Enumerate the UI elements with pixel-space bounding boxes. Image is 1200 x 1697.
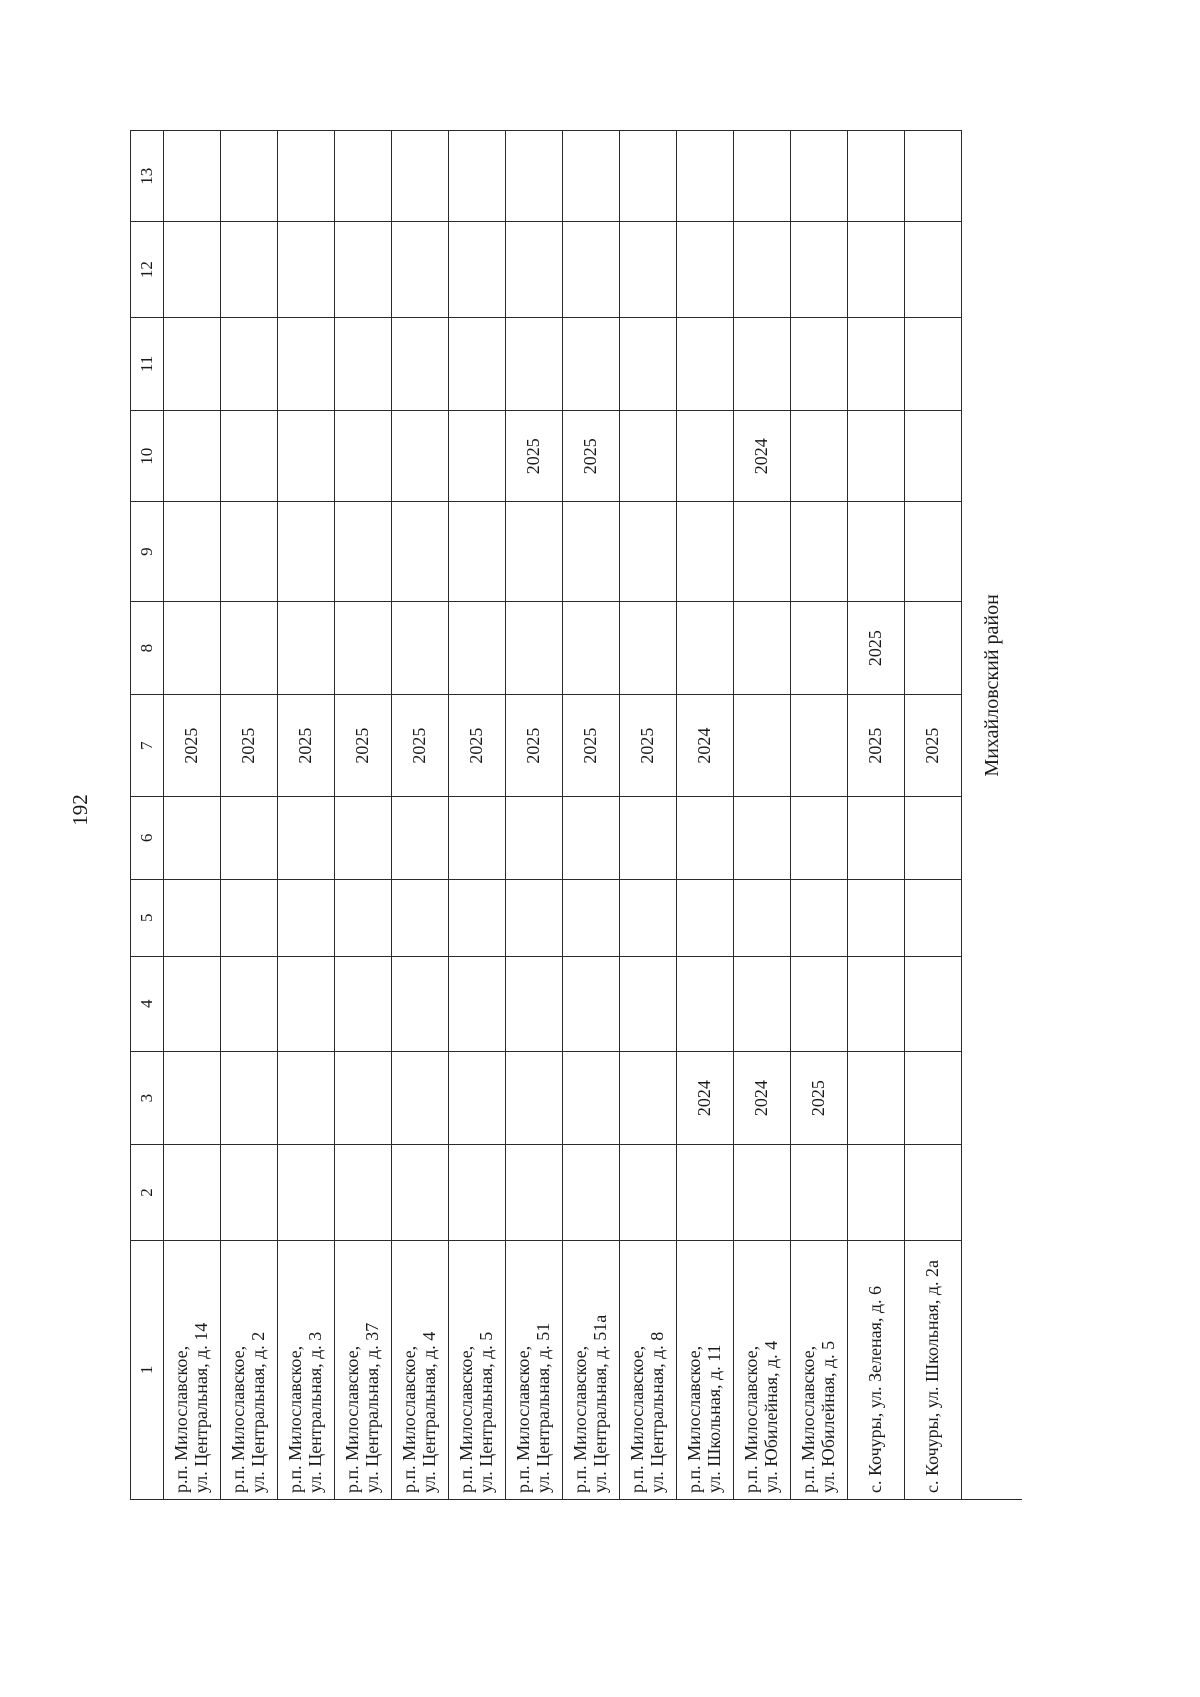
value-cell [791,796,848,879]
value-cell [278,131,335,222]
value-cell [221,1145,278,1240]
value-cell [335,131,392,222]
value-cell [791,956,848,1051]
value-cell [164,879,221,956]
value-cell [905,1145,962,1240]
value-cell [392,317,449,410]
value-cell [278,411,335,502]
value-cell: 2025 [506,695,563,797]
value-cell [164,317,221,410]
value-cell [278,956,335,1051]
address-line: ул. Центральная, д. 51а [590,1314,610,1493]
value-cell: 2025 [620,695,677,797]
address-cell [791,1240,848,1499]
value-cell [563,1145,620,1240]
value-cell [278,502,335,602]
value-cell [734,502,791,602]
value-cell [734,317,791,410]
value-cell [905,411,962,502]
data-table [130,130,1022,1500]
address-line: ул. Центральная, д. 51 [533,1322,553,1493]
value-cell [221,879,278,956]
table-row [563,131,620,1500]
column-header: 13 [131,131,164,222]
value-cell [677,601,734,694]
table-row [392,131,449,1500]
value-cell [392,222,449,317]
value-cell [848,502,905,602]
value-cell [620,411,677,502]
value-cell [563,1052,620,1145]
address-line: ул. Центральная, д. 14 [191,1322,211,1493]
value-cell [734,1145,791,1240]
value-cell: 2025 [392,695,449,797]
value-cell [791,1145,848,1240]
value-cell [164,502,221,602]
value-cell: 2025 [164,695,221,797]
address-cell [506,1240,563,1499]
value-cell [620,796,677,879]
table-row [449,131,506,1500]
column-header: 2 [131,1145,164,1240]
address-cell [734,1240,791,1499]
value-cell [905,222,962,317]
value-cell [848,131,905,222]
value-cell: 2025 [848,601,905,694]
value-cell: 2025 [791,1052,848,1145]
value-cell [164,956,221,1051]
value-cell [734,131,791,222]
value-cell [734,796,791,879]
value-cell [164,601,221,694]
value-cell [620,956,677,1051]
value-cell [734,879,791,956]
value-cell [791,411,848,502]
address-cell [677,1240,734,1499]
value-cell [221,502,278,602]
address-line: р.п. Милославское, [342,1345,363,1493]
address-cell [221,1240,278,1499]
value-cell [563,317,620,410]
value-cell [905,796,962,879]
address-cell [392,1240,449,1499]
value-cell [734,222,791,317]
address-line: р.п. Милославское, [513,1345,534,1493]
value-cell [221,317,278,410]
value-cell [734,956,791,1051]
value-cell [620,879,677,956]
value-cell [677,796,734,879]
value-cell [278,317,335,410]
column-header: 10 [131,411,164,502]
value-cell [506,1145,563,1240]
address-cell [848,1240,905,1499]
value-cell [278,222,335,317]
address-line: р.п. Милославское, [228,1345,249,1493]
value-cell [449,879,506,956]
region-title: Михайловский район [962,131,1023,1241]
value-cell [677,956,734,1051]
value-cell [449,601,506,694]
value-cell [449,1145,506,1240]
address-cell [164,1240,221,1499]
value-cell [506,956,563,1051]
value-cell: 2024 [734,411,791,502]
column-header: 6 [131,796,164,879]
address-cell [620,1240,677,1499]
value-cell: 2024 [734,1052,791,1145]
address-line: р.п. Милославское, [570,1345,591,1493]
address-line: ул. Юбилейная, д. 5 [818,1340,838,1493]
value-cell [848,796,905,879]
address-line: р.п. Милославское, [741,1345,762,1493]
address-cell [335,1240,392,1499]
region-row [962,131,1023,1500]
value-cell [620,222,677,317]
column-header: 7 [131,695,164,797]
value-cell [563,879,620,956]
value-cell: 2024 [677,1052,734,1145]
value-cell: 2025 [221,695,278,797]
value-cell [335,317,392,410]
value-cell [221,956,278,1051]
value-cell [221,222,278,317]
value-cell [221,131,278,222]
column-header: 8 [131,601,164,694]
value-cell [848,411,905,502]
value-cell [791,131,848,222]
table-row [620,131,677,1500]
value-cell: 2025 [848,695,905,797]
value-cell [563,222,620,317]
table-row [677,131,734,1500]
value-cell [449,502,506,602]
value-cell [449,1052,506,1145]
address-line: ул. Центральная, д. 2 [248,1331,268,1493]
value-cell [791,601,848,694]
value-cell [677,222,734,317]
address-line: ул. Юбилейная, д. 4 [761,1340,781,1493]
value-cell [791,222,848,317]
value-cell [278,1052,335,1145]
address-cell [449,1240,506,1499]
page-number: 192 [68,794,92,826]
address-line: р.п. Милославское, [456,1345,477,1493]
value-cell [677,1145,734,1240]
value-cell [848,222,905,317]
value-cell [164,411,221,502]
value-cell [335,1052,392,1145]
value-cell [392,131,449,222]
value-cell [392,502,449,602]
column-header: 9 [131,502,164,602]
value-cell [620,1145,677,1240]
value-cell [848,1145,905,1240]
value-cell [563,956,620,1051]
table-row [335,131,392,1500]
value-cell: 2025 [563,411,620,502]
value-cell [449,956,506,1051]
address-line: ул. Центральная, д. 37 [362,1322,382,1493]
table-row [221,131,278,1500]
value-cell [848,879,905,956]
value-cell [449,317,506,410]
value-cell [335,502,392,602]
value-cell [164,131,221,222]
value-cell [677,131,734,222]
value-cell [734,601,791,694]
table-row [278,131,335,1500]
value-cell [506,879,563,956]
value-cell [221,411,278,502]
value-cell [620,502,677,602]
address-line: ул. Центральная, д. 8 [647,1331,667,1493]
value-cell [392,879,449,956]
value-cell: 2025 [506,411,563,502]
rotated-page-content [60,100,1110,1520]
value-cell [164,1145,221,1240]
value-cell [506,796,563,879]
column-header: 5 [131,879,164,956]
value-cell [563,601,620,694]
value-cell [335,411,392,502]
table-body [164,131,962,1500]
address-cell [563,1240,620,1499]
address-cell [905,1240,962,1499]
value-cell [905,601,962,694]
table-row [734,131,791,1500]
value-cell [506,502,563,602]
value-cell [677,411,734,502]
table-row [164,131,221,1500]
address-line: с. Кочуры, ул. Школьная, д. 2а [922,1260,943,1493]
value-cell [563,131,620,222]
value-cell [392,796,449,879]
value-cell [278,601,335,694]
value-cell [506,131,563,222]
address-line: ул. Школьная, д. 11 [704,1344,724,1493]
value-cell [620,1052,677,1145]
value-cell [905,1052,962,1145]
value-cell [449,796,506,879]
value-cell [221,796,278,879]
value-cell [164,796,221,879]
table-row [848,131,905,1500]
value-cell [392,1145,449,1240]
value-cell: 2024 [677,695,734,797]
column-header: 4 [131,956,164,1051]
value-cell [449,222,506,317]
value-cell [905,956,962,1051]
value-cell [791,317,848,410]
value-cell: 2025 [563,695,620,797]
value-cell [791,695,848,797]
address-line: ул. Центральная, д. 4 [419,1331,439,1493]
value-cell [905,317,962,410]
value-cell [905,502,962,602]
value-cell [677,502,734,602]
value-cell [734,695,791,797]
value-cell [677,317,734,410]
value-cell [563,796,620,879]
value-cell [506,317,563,410]
value-cell [278,879,335,956]
value-cell [620,131,677,222]
address-line: р.п. Милославское, [684,1345,705,1493]
value-cell: 2025 [335,695,392,797]
value-cell [335,601,392,694]
value-cell [164,222,221,317]
value-cell [905,131,962,222]
value-cell [506,1052,563,1145]
value-cell [335,879,392,956]
region-spacer [962,1240,1023,1499]
value-cell [677,879,734,956]
value-cell [620,317,677,410]
value-cell [791,502,848,602]
address-line: с. Кочуры, ул. Зеленая, д. 6 [865,1285,886,1493]
value-cell [449,411,506,502]
column-header: 12 [131,222,164,317]
address-cell [278,1240,335,1499]
column-header: 1 [131,1240,164,1499]
value-cell [392,601,449,694]
value-cell [164,1052,221,1145]
value-cell [791,879,848,956]
table-row [791,131,848,1500]
value-cell [506,222,563,317]
value-cell [335,1145,392,1240]
value-cell [392,1052,449,1145]
column-header: 3 [131,1052,164,1145]
column-header: 11 [131,317,164,410]
value-cell [848,317,905,410]
value-cell [563,502,620,602]
value-cell [449,131,506,222]
address-line: ул. Центральная, д. 3 [305,1331,325,1493]
value-cell [848,956,905,1051]
address-line: р.п. Милославское, [285,1345,306,1493]
value-cell [278,796,335,879]
value-cell: 2025 [278,695,335,797]
address-line: р.п. Милославское, [399,1345,420,1493]
address-line: ул. Центральная, д. 5 [476,1331,496,1493]
value-cell [905,879,962,956]
value-cell [392,411,449,502]
value-cell: 2025 [449,695,506,797]
value-cell [848,1052,905,1145]
value-cell [506,601,563,694]
value-cell [335,956,392,1051]
address-line: р.п. Милославское, [798,1345,819,1493]
table-row [506,131,563,1500]
address-line: р.п. Милославское, [627,1345,648,1493]
address-line: р.п. Милославское, [171,1345,192,1493]
table-row [905,131,962,1500]
value-cell [221,601,278,694]
value-cell [278,1145,335,1240]
value-cell [392,956,449,1051]
value-cell [335,796,392,879]
value-cell [335,222,392,317]
value-cell [620,601,677,694]
value-cell [221,1052,278,1145]
value-cell: 2025 [905,695,962,797]
header-row [131,131,164,1500]
